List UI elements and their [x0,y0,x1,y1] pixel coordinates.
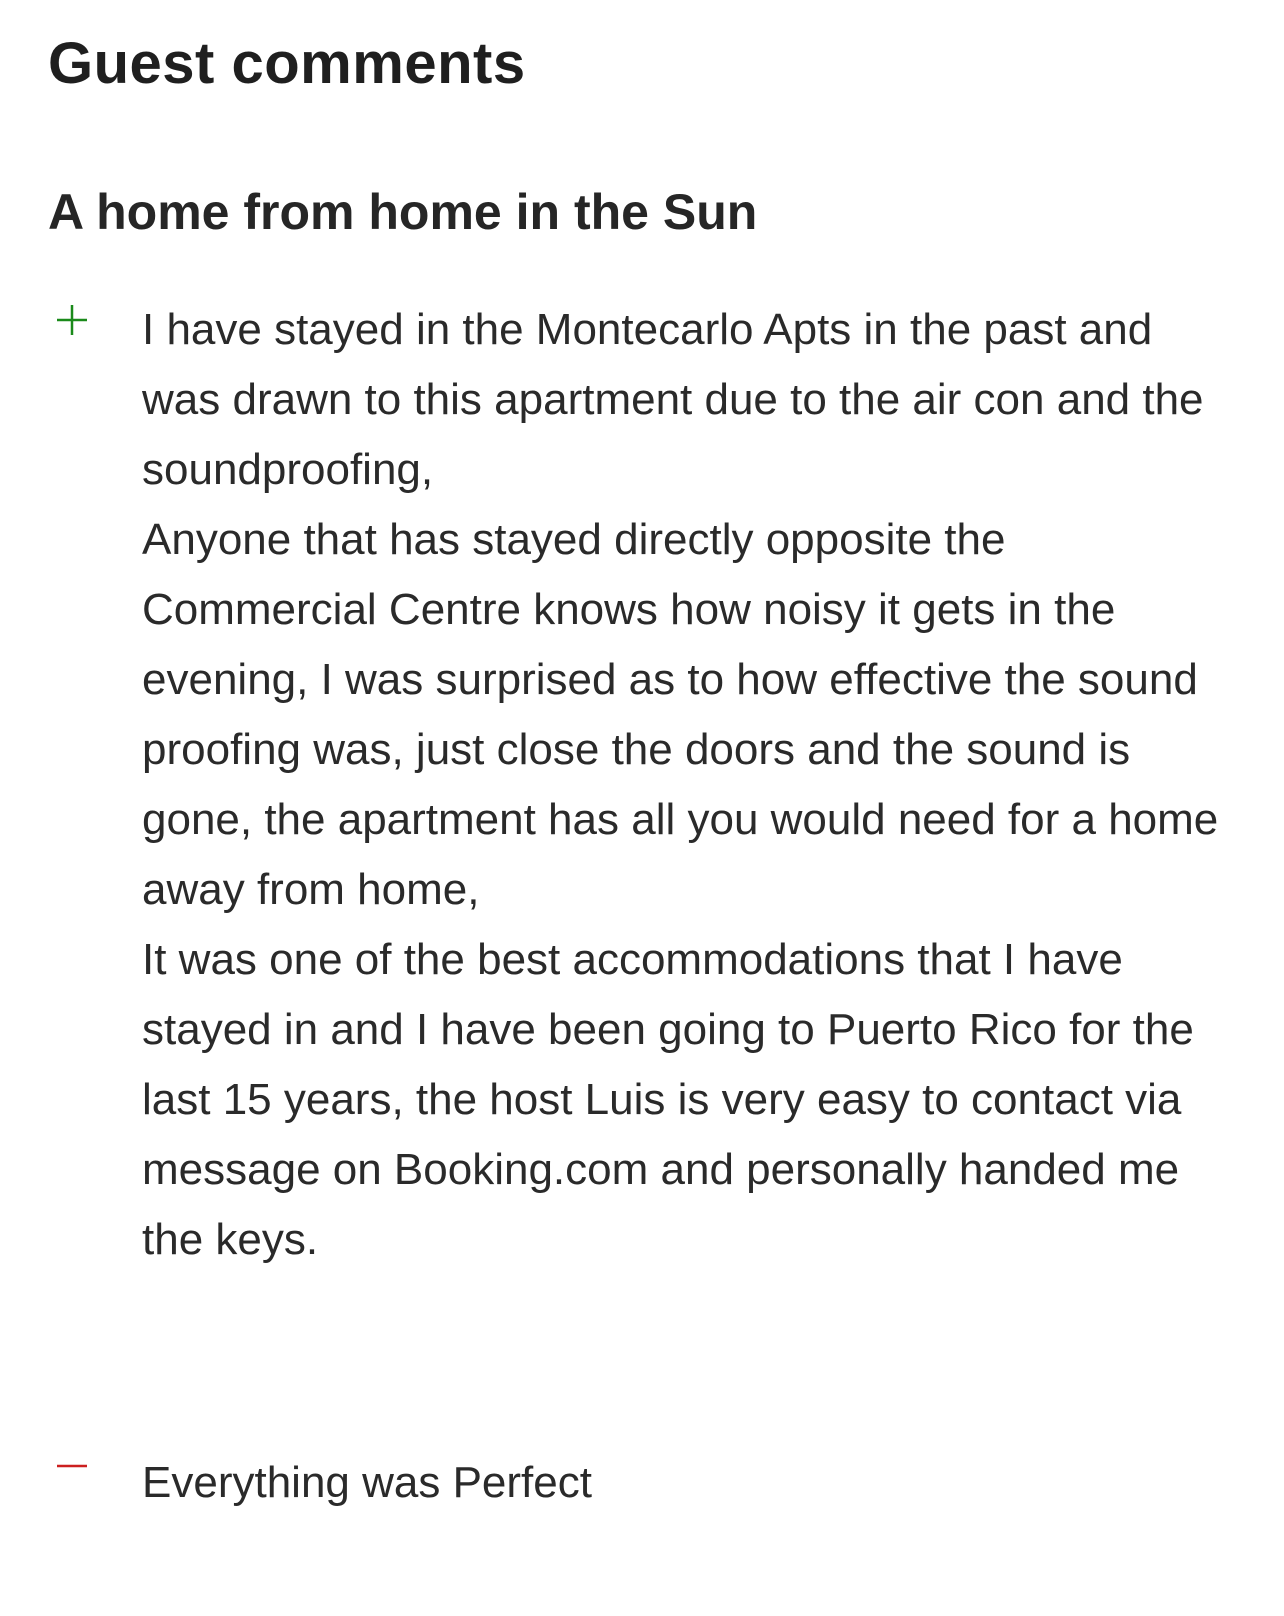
minus-icon [52,1448,92,1498]
negative-comment-text: Everything was Perfect [142,1458,592,1507]
positive-comment-text: I have stayed in the Montecarlo Apts in the past and was drawn to this apartment due to the air con and the soundproofing, Anyone that has stayed directly opposite the Commercial Centre knows how noisy it gets in the evening, I was surprised as to how effective the sound proofing was, just close the doors and the sound is gone, the apartment has all you would need for a home away from home, It was one of the best accommodations that I have stayed in and I have been going to Puerto Rico for the last 15 years, the host Luis is very easy to contact via message on Booking.com and personally handed me the keys. [142,305,1219,1264]
page-title: Guest comments [48,31,526,96]
review-title: A home from home in the Sun [48,184,758,240]
plus-icon [52,295,92,345]
